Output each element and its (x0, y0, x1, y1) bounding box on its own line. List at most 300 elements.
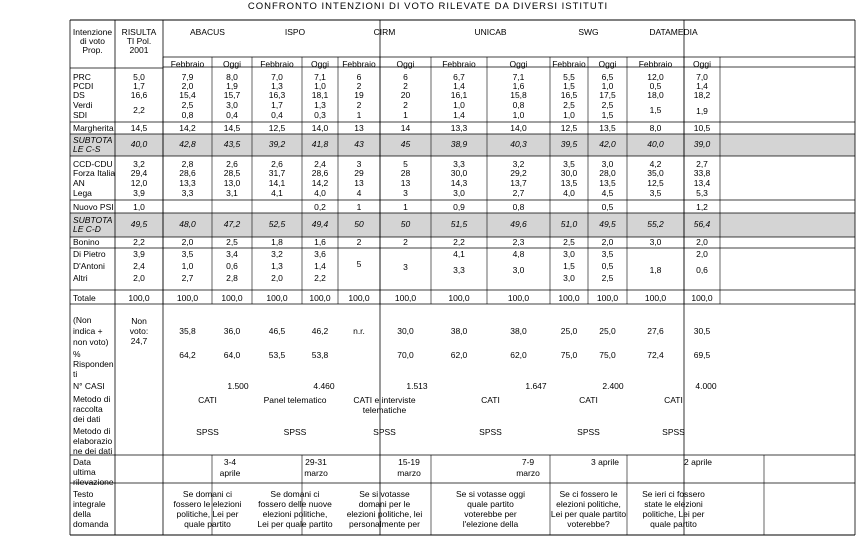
method-cell: SPSS (662, 427, 685, 437)
subtotal-cell: 56,4 (693, 219, 711, 229)
header-label: Prop. (82, 45, 103, 55)
table-cell: 2 (356, 237, 362, 247)
question-cell: politiche, Lei per (176, 509, 239, 519)
sample-size-cell: 1.647 (525, 381, 547, 391)
table-cell: 46,5 (268, 326, 286, 336)
method-cell: CATI (198, 395, 217, 405)
date-cell: 29-31 (305, 457, 327, 467)
table-cell: 14,2 (179, 123, 196, 133)
result-2001-cell: 1,0 (133, 202, 145, 212)
table-cell: 1,5 (563, 261, 575, 271)
table-cell: 13,3 (450, 123, 468, 133)
table-cell: 4,5 (601, 188, 614, 198)
question-cell: domani per le (358, 499, 411, 509)
subtotal-cell: 49,5 (130, 219, 148, 229)
row-label: Altri (73, 273, 88, 283)
table-cell: 2,7 (181, 273, 194, 283)
result-2001-cell: 1,7 (133, 81, 145, 91)
table-cell: 2 (403, 81, 408, 91)
table-cell: 1,3 (271, 81, 283, 91)
row-label: Bonino (73, 237, 100, 247)
row-label: D'Antoni (73, 261, 105, 271)
institute-header: DATAMEDIA (649, 27, 698, 37)
table-cell: 1 (356, 202, 362, 212)
row-label: SDI (73, 110, 88, 120)
table-cell: 25,0 (560, 326, 578, 336)
row-label: Risponden (73, 359, 114, 369)
table-cell: 0,5 (601, 202, 614, 212)
result-2001-cell: 100,0 (128, 293, 150, 303)
table-cell: 14,0 (510, 123, 527, 133)
subtotal-cell: 40,0 (130, 139, 148, 149)
table-cell: 14,3 (450, 178, 468, 188)
table-cell: 12,5 (560, 123, 578, 133)
result-2001-cell: 24,7 (130, 336, 148, 346)
table-cell: 3,2 (512, 159, 525, 169)
sample-size-cell: 4.000 (695, 381, 717, 391)
table-cell: 2,7 (512, 188, 525, 198)
table-cell: 8,0 (649, 123, 662, 133)
row-label: ultima (73, 467, 96, 477)
row-label: AN (73, 178, 85, 188)
table-cell: 3,6 (314, 249, 326, 259)
institute-header: UNICAB (474, 27, 507, 37)
table-cell: 36,0 (223, 326, 241, 336)
table-cell: 14 (400, 123, 411, 133)
result-2001-cell: 14,5 (130, 123, 148, 133)
table-cell: 19 (354, 90, 364, 100)
question-cell: elezioni politiche, (556, 499, 621, 509)
table-cell: 14,1 (268, 178, 286, 188)
table-cell: 0,4 (271, 110, 283, 120)
table-cell: 2,6 (271, 159, 283, 169)
table-cell: 64,2 (179, 350, 196, 360)
table-cell: 1,9 (226, 81, 238, 91)
subtotal-cell: 39,5 (560, 139, 578, 149)
period-header: Oggi (598, 59, 617, 69)
row-label: Lega (73, 188, 92, 198)
subtotal-cell: 52,5 (268, 219, 286, 229)
result-2001-cell: 5,0 (133, 72, 145, 82)
sample-size-cell: 4.460 (313, 381, 335, 391)
table-cell: 1,4 (696, 81, 708, 91)
table-cell: 2,0 (601, 237, 614, 247)
table-cell: 2,0 (181, 81, 194, 91)
period-header: Oggi (509, 59, 528, 69)
table-cell: 4,2 (649, 159, 662, 169)
method-cell: Panel telematico (263, 395, 327, 405)
period-header: Febbraio (342, 59, 376, 69)
date-cell: aprile (219, 468, 241, 478)
table-cell: 0,6 (696, 265, 708, 275)
table-cell: 13 (354, 123, 364, 133)
table-cell: 14,5 (223, 123, 241, 133)
table-cell: 16,5 (560, 90, 578, 100)
result-2001-cell: 3,9 (133, 249, 145, 259)
method-cell: SPSS (373, 427, 396, 437)
table-cell: 100,0 (221, 293, 243, 303)
table-cell: 2,4 (314, 159, 326, 169)
row-label: ti (73, 369, 78, 379)
table-cell: 13,5 (560, 178, 578, 188)
table-cell: 5 (403, 159, 408, 169)
table-cell: 13,4 (693, 178, 711, 188)
table-cell: 30,0 (450, 168, 468, 178)
table-cell: 35,0 (647, 168, 664, 178)
table-cell: 100,0 (394, 293, 417, 303)
table-cell: 14,2 (311, 178, 329, 188)
table-cell: 38,0 (450, 326, 468, 336)
table-cell: 2,2 (314, 273, 326, 283)
result-2001-cell: 16,6 (130, 90, 148, 100)
table-cell: 100,0 (558, 293, 580, 303)
row-label: Data (73, 457, 91, 467)
table-cell: 29 (354, 168, 364, 178)
table-cell: 3 (403, 262, 408, 272)
sample-size-cell: 1.500 (227, 381, 249, 391)
table-cell: 12,0 (647, 72, 664, 82)
table-cell: 1,0 (512, 110, 525, 120)
table-cell: 31,7 (268, 168, 286, 178)
date-cell: 7-9 (521, 457, 535, 467)
institute-header: ABACUS (190, 27, 225, 37)
table-cell: 2,8 (181, 159, 194, 169)
subtotal-cell: 55,2 (647, 219, 664, 229)
table-cell: 0,5 (649, 81, 662, 91)
table-cell: 1,6 (512, 81, 525, 91)
table-cell: 3,2 (271, 249, 283, 259)
table-cell: 12,5 (647, 178, 664, 188)
table-cell: 100,0 (176, 293, 199, 303)
table-cell: 33,8 (693, 168, 711, 178)
question-cell: Se domani ci (270, 489, 320, 499)
table-cell: 0,8 (512, 202, 525, 212)
table-cell: 30,0 (560, 168, 578, 178)
result-2001-cell: voto: (129, 326, 149, 336)
sample-size-cell: 1.513 (406, 381, 428, 391)
table-cell: 7,0 (271, 72, 283, 82)
subtotal-cell: 48,0 (179, 219, 196, 229)
row-label: Testo (73, 489, 94, 499)
method-cell: CATI (579, 395, 598, 405)
table-cell: 5,5 (563, 72, 575, 82)
subtotal-cell: 47,2 (223, 219, 241, 229)
period-header: Febbraio (442, 59, 476, 69)
table-cell: 0,6 (226, 261, 238, 271)
row-label: integrale (73, 499, 106, 509)
table-cell: 4,0 (563, 188, 575, 198)
table-cell: 2 (356, 81, 362, 91)
table-cell: 1,9 (696, 106, 708, 116)
subtotal-label: LE C-D (73, 224, 101, 234)
table-cell: 6 (403, 72, 408, 82)
table-cell: 2 (403, 237, 408, 247)
row-label: Totale (73, 293, 96, 303)
question-cell: Se si votasse (359, 489, 410, 499)
table-cell: 100,0 (691, 293, 713, 303)
date-cell: marzo (304, 468, 328, 478)
question-cell: voterebbe per (464, 509, 517, 519)
table-cell: 30,0 (397, 326, 414, 336)
table-cell: 15,7 (223, 90, 241, 100)
period-header: Oggi (311, 59, 329, 69)
row-label: elaborazio (73, 436, 113, 446)
table-cell: 3,5 (181, 249, 194, 259)
table-cell: 2 (356, 100, 362, 110)
table-cell: 62,0 (510, 350, 527, 360)
table-cell: 2,0 (696, 237, 708, 247)
table-cell: 20 (400, 90, 411, 100)
date-cell: marzo (397, 468, 421, 478)
question-cell: fossero delle nuove (258, 499, 332, 509)
period-header: Oggi (223, 59, 241, 69)
table-cell: 1,4 (314, 261, 326, 271)
table-cell: 17,5 (599, 90, 616, 100)
table-cell: 2,6 (226, 159, 238, 169)
header-label: TI Pol. (126, 36, 152, 46)
method-cell: SPSS (196, 427, 219, 437)
table-cell: 2,5 (563, 237, 575, 247)
table-cell: 15,8 (510, 90, 527, 100)
table-cell: 12,5 (268, 123, 286, 133)
subtotal-cell: 39,2 (268, 139, 286, 149)
table-cell: 100,0 (644, 293, 667, 303)
row-label: PCDI (73, 81, 94, 91)
table-cell: 1 (403, 110, 408, 120)
result-2001-cell: 3,2 (133, 159, 145, 169)
question-cell: Se ci fossero le (559, 489, 618, 499)
table-cell: 2,5 (226, 237, 238, 247)
method-cell: CATI e interviste telematiche (353, 395, 416, 415)
row-label: CCD-CDU (73, 159, 113, 169)
result-2001-cell: 2,2 (133, 237, 145, 247)
table-cell: 3,4 (226, 249, 238, 259)
table-cell: 75,0 (560, 350, 578, 360)
method-cell: CATI (664, 395, 683, 405)
table-cell: 0,3 (314, 110, 326, 120)
question-cell: politiche, Lei per (642, 509, 705, 519)
table-cell: 30,5 (693, 326, 711, 336)
table-cell: 5 (356, 259, 362, 269)
table-cell: 3 (403, 188, 408, 198)
subtotal-cell: 51,5 (450, 219, 468, 229)
table-cell: 6 (356, 72, 362, 82)
date-cell: 3 aprile (591, 457, 619, 467)
table-cell: 13,3 (179, 178, 196, 188)
date-cell: 2 aprile (684, 457, 712, 467)
table-cell: 2,0 (696, 249, 708, 259)
subtotal-cell: 50 (354, 219, 364, 229)
table-cell: 69,5 (693, 350, 711, 360)
table-cell: 2,0 (271, 273, 283, 283)
table-cell: 2,5 (563, 100, 575, 110)
table-cell: 1,0 (453, 100, 465, 110)
result-2001-cell: Non (131, 316, 147, 326)
table-cell: 0,5 (601, 261, 614, 271)
row-label: rilevazione (73, 477, 114, 487)
date-cell: 3-4 (223, 457, 237, 467)
sample-size-cell: 2.400 (602, 381, 624, 391)
table-cell: 2,7 (696, 159, 708, 169)
subtotal-cell: 43 (354, 139, 364, 149)
table-cell: 4,0 (314, 188, 326, 198)
table-cell: 13,5 (599, 178, 616, 188)
subtotal-cell: 43,5 (223, 139, 241, 149)
table-cell: 4,1 (453, 249, 465, 259)
table-cell: 5,3 (696, 188, 708, 198)
subtotal-cell: 40,0 (647, 139, 664, 149)
table-cell: 1,3 (314, 100, 326, 110)
table-cell: 46,2 (311, 326, 329, 336)
row-label: ne dei dati (73, 446, 113, 456)
table-cell: 25,0 (599, 326, 616, 336)
table-cell: 18,0 (647, 90, 664, 100)
institute-header: SWG (578, 27, 599, 37)
table-cell: 7,1 (512, 72, 525, 82)
subtotal-label: LE C-S (73, 144, 101, 154)
table-cell: 1,5 (649, 105, 662, 115)
subtotal-cell: 41,8 (311, 139, 329, 149)
subtotal-cell: 38,9 (450, 139, 468, 149)
question-cell: l'elezione della (462, 519, 519, 529)
table-cell: 64,0 (223, 350, 241, 360)
table-cell: 2 (403, 100, 408, 110)
question-cell: voterebbe? (567, 519, 610, 529)
question-cell: fossero le elezioni (173, 499, 242, 509)
table-cell: 3,1 (226, 188, 238, 198)
subtotal-cell: 51,0 (560, 219, 578, 229)
subtotal-cell: 40,3 (510, 139, 527, 149)
row-label: non voto) (73, 337, 109, 347)
table-cell: 1,5 (563, 81, 575, 91)
row-label: raccolta (73, 404, 103, 414)
table-cell: 1,2 (696, 202, 708, 212)
row-label: Di Pietro (73, 249, 106, 259)
table-cell: 13,7 (510, 178, 527, 188)
institute-header: ISPO (284, 27, 306, 37)
result-2001-cell: 3,9 (133, 188, 145, 198)
table-cell: 2,2 (453, 237, 465, 247)
table-cell: 100,0 (448, 293, 470, 303)
row-label: DS (73, 90, 85, 100)
table-cell: 28,6 (311, 168, 329, 178)
row-label: Metodo di (73, 394, 111, 404)
header-label: 2001 (129, 45, 149, 55)
result-2001-cell: 12,0 (130, 178, 148, 188)
row-label: Metodo di (73, 426, 111, 436)
table-cell: 3,0 (563, 273, 575, 283)
table-cell: 4 (356, 188, 362, 198)
table-cell: 13 (354, 178, 364, 188)
row-label: Forza Italia (73, 168, 116, 178)
table-cell: 100,0 (309, 293, 331, 303)
method-cell: SPSS (479, 427, 502, 437)
table-cell: 18,1 (311, 90, 329, 100)
table-cell: 1,6 (314, 237, 326, 247)
table-cell: 8,0 (226, 72, 238, 82)
table-cell: 14,0 (311, 123, 329, 133)
table-cell: 100,0 (596, 293, 619, 303)
question-cell: personalmente per (349, 519, 420, 529)
row-label: PRC (73, 72, 91, 82)
subtotal-cell: 42,8 (179, 139, 196, 149)
method-cell: SPSS (577, 427, 600, 437)
question-cell: Lei per quale partito (257, 519, 333, 529)
table-cell: 13,0 (223, 178, 241, 188)
table-cell: 3,5 (649, 188, 662, 198)
period-header: Oggi (693, 59, 711, 69)
row-label: dei dati (73, 414, 101, 424)
page-title: CONFRONTO INTENZIONI DI VOTO RILEVATE DA DIVERSI ISTITUTI (247, 1, 609, 12)
table-cell: 1,4 (453, 110, 465, 120)
table-cell: 53,5 (268, 350, 286, 360)
header-label: di voto (79, 36, 106, 46)
table-cell: 15,4 (179, 90, 196, 100)
subtotal-cell: 39,0 (693, 139, 711, 149)
table-cell: 27,6 (647, 326, 664, 336)
subtotal-label: SUBTOTA (73, 215, 113, 225)
table-cell: 0,9 (453, 202, 465, 212)
question-cell: quale partito (650, 519, 697, 529)
row-label: % (73, 349, 81, 359)
table-cell: 3,0 (563, 249, 575, 259)
table-cell: 3,3 (181, 188, 194, 198)
subtotal-cell: 49,5 (599, 219, 616, 229)
table-cell: 4,1 (271, 188, 283, 198)
row-label: Verdi (73, 100, 93, 110)
question-cell: Se ieri ci fossero (642, 489, 705, 499)
period-header: Oggi (396, 59, 415, 69)
header-label: Intenzione (72, 27, 113, 37)
table-cell: 16,1 (450, 90, 468, 100)
result-2001-cell: 2,4 (133, 261, 145, 271)
table-cell: 2,8 (226, 273, 238, 283)
subtotal-cell: 49,6 (510, 219, 527, 229)
period-header: Febbraio (170, 59, 205, 69)
subtotal-cell: 42,0 (599, 139, 616, 149)
question-cell: Lei per quale partito (550, 509, 627, 519)
table-cell: 1,3 (271, 261, 283, 271)
table-cell: 72,4 (647, 350, 664, 360)
table-cell: 7,1 (314, 72, 326, 82)
header-label: RISULTA (121, 27, 157, 37)
subtotal-label: SUBTOTA (73, 135, 113, 145)
table-cell: 13,5 (599, 123, 616, 133)
row-label: domanda (73, 519, 109, 529)
table-cell: 1,4 (453, 81, 465, 91)
table-cell: 6,5 (601, 72, 614, 82)
result-2001-cell: 2,0 (133, 273, 145, 283)
table-cell: 3,5 (601, 249, 614, 259)
table-cell: 1,0 (601, 81, 614, 91)
row-label: Nuovo PSI (73, 202, 114, 212)
question-cell: Se si votasse oggi (456, 489, 525, 499)
table-cell: 0,2 (314, 202, 326, 212)
table-cell: 6,7 (453, 72, 465, 82)
subtotal-cell: 45 (400, 139, 411, 149)
table-cell: 1,0 (181, 261, 194, 271)
date-cell: 15-19 (398, 457, 420, 467)
table-cell: 62,0 (450, 350, 468, 360)
table-cell: 3,0 (453, 188, 465, 198)
date-cell: marzo (516, 468, 540, 478)
table-cell: 38,0 (510, 326, 527, 336)
table-cell: 1 (356, 110, 362, 120)
table-cell: 13 (400, 178, 411, 188)
row-label: della (73, 509, 91, 519)
table-cell: 4,8 (512, 249, 525, 259)
row-label: indica + (73, 326, 103, 336)
